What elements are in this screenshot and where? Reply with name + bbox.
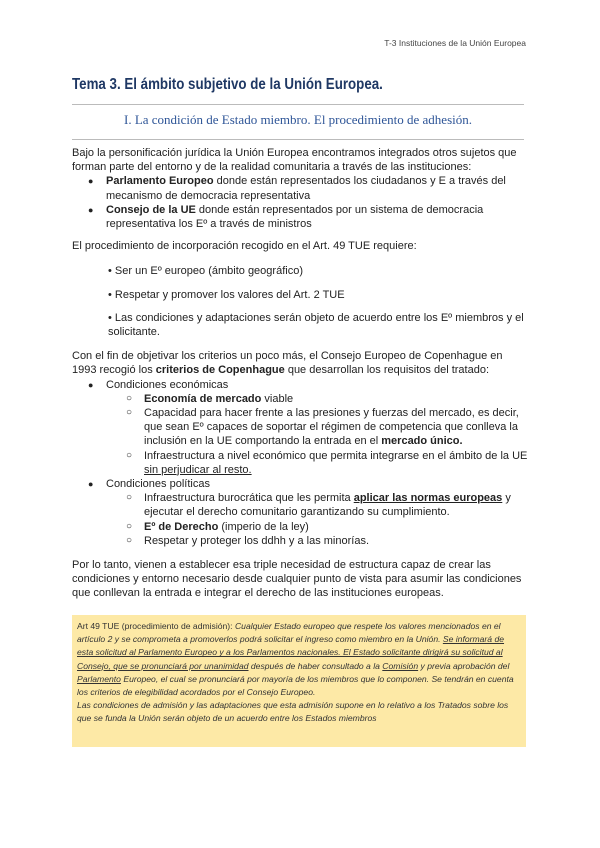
list-item: ○ Respetar y proteger los ddhh y a las minorías. bbox=[72, 534, 528, 548]
list-item: ○ Capacidad para hacer frente a las presiones y fuerzas del mercado, es decir, que sean Eº capaces de soportar el régimen de competencia que conlleva la inclusión en la UE comportando la entrada en el mercado único. bbox=[72, 406, 528, 449]
list-item: ○ Economía de mercado viable bbox=[72, 392, 528, 406]
copenhagen-paragraph: Con el fin de objetivar los criterios un poco más, el Consejo Europeo de Copenhague en 1993 recogió los criterios de Copenhague que desarrollan los requisitos del tratado: bbox=[72, 350, 503, 377]
list-item: ○ Eº de Derecho (imperio de la ley) bbox=[72, 520, 528, 534]
institutions-list bbox=[72, 174, 528, 231]
requirement-item: • Las condiciones y adaptaciones serán objeto de acuerdo entre los Eº miembros y el solicitante. bbox=[108, 311, 524, 339]
running-header: T-3 Instituciones de la Unión Europea bbox=[384, 38, 526, 48]
quote-label: Art 49 TUE (procedimiento de admisión): bbox=[77, 621, 235, 631]
section-subtitle: I. La condición de Estado miembro. El procedimiento de adhesión. bbox=[123, 112, 472, 127]
conclusion-paragraph: Por lo tanto, vienen a establecer esa triple necesidad de estructura capaz de crear las condiciones y entorno necesario desde cualquier punto de vista para asumir las condiciones que conllevan la entrada e integrar el derecho de las instituciones europeas. bbox=[72, 559, 522, 600]
list-item: ○ Infraestructura burocrática que les permita aplicar las normas europeas y ejecutar el derecho comunitario garantizando su cumplimiento. bbox=[72, 491, 528, 519]
list-item: ● Condiciones económicas bbox=[72, 378, 528, 392]
list-item: ● Consejo de la UE donde están representados por un sistema de democracia representativa los Eº a través de ministros bbox=[72, 203, 528, 231]
article-quote-box: Art 49 TUE (procedimiento de admisión): Cualquier Estado europeo que respete los valores mencionados en el artículo 2 y se comprometa a promoverlos podrá solicitar el ingreso como miembro en la Unión. Se informará de esta solicitud al Parlamento Europeo y a los Parlamentos nacionales. El Estado solicitante dirigirá su solicitud al Consejo, que se pronunciará por unanimidad después de haber consultado a la Comisión y previa aprobación del Parlamento Europeo, el cual se pronunciará por mayoría de los miembros que lo componen. Se tendrán en cuenta los criterios de elegibilidad acordados por el Consejo Europeo. Las condiciones de admisión y las adaptaciones que esta admisión supone en lo relativo a los Tratados sobre los que se funda la Unión serán objeto de un acuerdo entre los Estados miembros bbox=[72, 615, 526, 747]
divider bbox=[72, 104, 524, 105]
requirement-item: • Respetar y promover los valores del Art. 2 TUE bbox=[108, 288, 345, 301]
divider bbox=[72, 139, 524, 140]
list-item: ○ Infraestructura a nivel económico que permita integrarse en el ámbito de la UE sin perjudicar al resto. bbox=[72, 449, 528, 477]
page-title: Tema 3. El ámbito subjetivo de la Unión Europea. bbox=[72, 76, 383, 93]
procedure-intro: El procedimiento de incorporación recogido en el Art. 49 TUE requiere: bbox=[72, 240, 417, 253]
intro-paragraph: Bajo la personificación jurídica la Unión Europea encontramos integrados otros sujetos que forman parte del entorno y de la realidad comunitaria a través de las instituciones: bbox=[72, 147, 517, 174]
list-item: ● Condiciones políticas bbox=[72, 477, 528, 491]
main-content bbox=[72, 146, 528, 601]
requirement-item: • Ser un Eº europeo (ámbito geográfico) bbox=[108, 265, 303, 278]
criteria-list bbox=[72, 378, 528, 548]
list-item: ● Parlamento Europeo donde están representados los ciudadanos y E a través del mecanismo de democracia representativa bbox=[72, 174, 528, 202]
